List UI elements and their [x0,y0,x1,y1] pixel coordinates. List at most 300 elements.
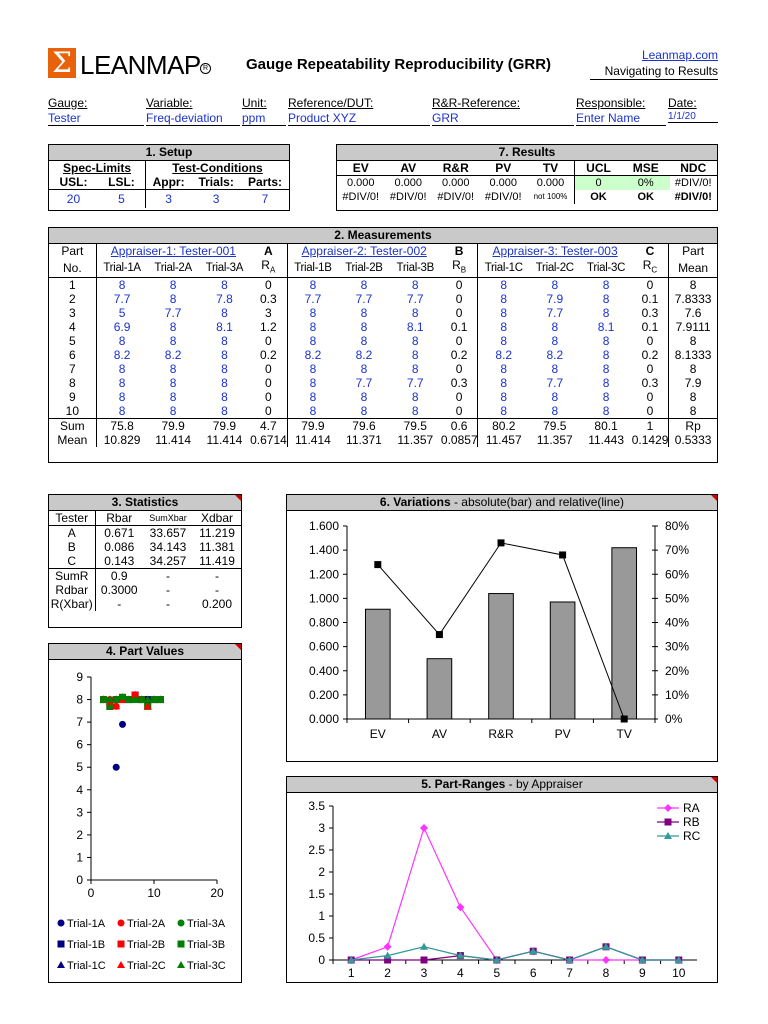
y-tick-label: 4 [76,782,83,797]
measurement-cell[interactable]: 8 [287,404,338,419]
measurement-value: 0 [646,362,654,377]
trial-head: Trial-3C [587,261,626,274]
legend-label: Trial-2B [127,939,166,951]
setup-panel [48,144,290,211]
sum-cell: Sum [60,419,85,434]
measurement-value: 0 [264,404,272,419]
legend-marker [118,941,125,948]
measurement-value: 0 [455,306,463,321]
measurement-cell[interactable]: 8 [287,306,338,320]
stats-extra: - [117,597,122,611]
measurement-value: 0 [455,292,463,307]
measurement-cell[interactable]: 8 [169,320,177,335]
sum-cell: 79.6 [352,419,376,434]
trial-head: Trial-1B [287,258,338,278]
series-point [602,956,610,964]
measurement-cell[interactable]: 8 [221,376,228,391]
bar [550,602,575,719]
stats-value: 11.381 [199,540,235,554]
measurement-cell[interactable]: 8 [360,334,368,349]
sum-cell: 1 [646,419,654,434]
measurement-cell[interactable]: 8 [602,390,610,405]
y2-tick-label: 20% [665,663,690,678]
variations-title-main: 6. Variations [379,495,451,509]
part-values-chart [49,661,241,983]
measurement-value: 0 [646,278,654,293]
setup-value[interactable]: 3 [212,191,220,206]
measurement-cell[interactable]: 8 [478,278,529,293]
y-tick-label: 3 [318,821,325,835]
y-tick-label: 0.800 [308,615,339,630]
leanmap-link[interactable]: Leanmap.com [641,48,718,62]
measurement-cell[interactable]: 8 [96,334,147,348]
spec-limits-label: Spec-Limits [49,161,145,175]
measurement-value: 0.3 [641,306,659,321]
measurement-value: 8 [669,362,717,376]
measurement-cell[interactable]: 8 [602,404,610,419]
measurement-cell[interactable]: 8 [221,404,228,419]
part-no-head: No. [63,260,82,275]
measurement-cell[interactable]: 8 [602,334,610,349]
sum-cell: 79.5 [403,419,427,434]
measurement-cell[interactable]: 8 [169,362,177,377]
measurement-value: 0.2 [450,348,468,363]
x-tick-label: 4 [457,966,464,980]
results-head: PV [495,161,512,175]
series-point [420,824,428,832]
measurement-cell[interactable]: 8 [360,306,368,321]
range-sub-r: R [452,258,461,272]
legend-marker [117,961,125,968]
measurement-cell[interactable]: 8 [551,404,559,419]
measurement-cell[interactable]: 7.7 [546,376,564,391]
info-label: Reference/DUT: [288,96,374,110]
measurement-cell[interactable]: 8.2 [287,348,338,362]
x-tick-label: 0 [87,886,95,900]
stats-extra: Rdbar [49,583,95,597]
y2-tick-label: 10% [665,687,690,702]
measurement-value: 0 [646,404,654,419]
measurement-cell[interactable]: 8 [602,292,610,307]
legend-marker [665,819,672,826]
sum-cell: 80.2 [478,419,529,434]
measurement-value: 0 [264,390,272,405]
results-table [337,161,717,204]
measurement-cell[interactable]: 8 [96,362,147,376]
measurement-cell[interactable]: 8 [96,376,147,390]
measurement-cell[interactable]: 8 [478,292,529,306]
measurement-cell[interactable]: 5 [96,306,147,320]
results-head: R&R [442,161,469,175]
trial-head: Trial-2C [535,261,574,274]
measurement-cell[interactable]: 8 [602,362,610,377]
comment-marker-icon [235,495,241,501]
info-value[interactable]: GRR [432,111,574,126]
measurement-value: 7.9111 [669,320,717,334]
part-ranges-chart [287,794,717,984]
legend-label: Trial-3B [187,939,226,951]
comment-marker-icon [711,495,717,501]
measurement-value: 0.3 [450,376,468,391]
setup-table [49,161,289,208]
measurement-cell[interactable]: 7.7 [406,292,424,307]
stats-value: B [49,540,95,554]
results-value: #DIV/0! [437,191,475,203]
y-tick-label: 3.5 [308,799,325,813]
x-tick-label: 9 [639,966,646,980]
info-label: Date: [668,96,697,110]
stats-extra: - [215,583,219,597]
y-tick-label: 0.200 [308,687,339,702]
x-tick-label: TV [616,727,632,741]
measurement-cell[interactable]: 8 [287,362,338,376]
measurement-value: 0 [455,334,463,349]
results-value: #DIV/0! [389,191,427,203]
bar [365,609,390,719]
measurement-cell[interactable]: 7.7 [355,292,373,307]
legend-label: RA [683,801,700,815]
range-sub-r: R [261,258,270,272]
measurement-cell[interactable]: 8 [287,278,338,293]
stats-extra: 0.3000 [100,583,138,597]
measurement-value: 0 [646,390,654,405]
measurement-cell[interactable]: 8 [287,376,338,390]
line-point [374,561,381,568]
measurement-cell[interactable]: 8 [411,278,419,293]
line-point [498,539,505,546]
mean-cell: 11.414 [287,433,338,447]
trial-head: Trial-3A [205,261,244,274]
measurement-cell[interactable]: 7.7 [406,376,424,391]
series-point [420,943,428,950]
results-head: EV [352,161,369,175]
x-tick-label: 6 [529,966,537,980]
measurement-cell[interactable]: 8 [602,348,610,363]
measurement-cell[interactable]: 7.9 [546,292,564,307]
info-value[interactable]: Tester [48,111,144,126]
measurement-value: 0.1 [641,320,659,335]
y-tick-label: 0.5 [308,931,325,945]
comment-marker-icon [711,777,717,783]
measurement-value: 8.1333 [669,348,717,362]
measurement-cell[interactable]: 8.2 [478,348,529,362]
measurement-cell[interactable]: 8 [478,334,529,348]
stats-value: 11.419 [199,554,235,568]
setup-value[interactable]: 7 [261,191,269,206]
stats-value: 0.671 [104,526,135,540]
part-ranges-title-main: 5. Part-Ranges [421,777,506,791]
info-value[interactable]: Freq-deviation [146,111,240,126]
x-tick-label: R&R [488,727,514,741]
part-values-panel [48,643,242,983]
y2-tick-label: 60% [665,567,690,582]
range-sub-r: R [642,258,652,272]
series-point [384,943,392,951]
variations-panel [286,494,718,762]
setup-value[interactable]: 3 [165,191,172,206]
measurement-cell[interactable]: 8 [169,376,177,391]
measurement-cell[interactable]: 8.2 [96,348,147,362]
stats-value: 0.086 [104,540,135,554]
setup-head: Parts: [248,175,283,189]
measurement-cell[interactable]: 8 [478,404,529,419]
sum-cell: 79.9 [287,419,338,434]
trial-head: Trial-2A [154,261,192,274]
measurement-cell[interactable]: 7.7 [96,292,147,306]
info-value[interactable]: Product XYZ [288,111,430,126]
part-ranges-title [287,777,717,793]
setup-head: Appr: [152,175,185,189]
legend-label: Trial-3A [187,918,226,930]
sum-cell: 0.6 [450,419,468,434]
logo-registered: R [200,63,211,74]
info-value[interactable]: Enter Name [576,111,666,126]
measurement-cell[interactable]: 7.7 [287,292,338,306]
mean-cell: 11.414 [155,433,192,448]
appraiser-3-link[interactable]: Appraiser-3: Tester-003 [478,244,632,258]
measurement-cell[interactable]: 7.7 [546,306,564,321]
results-value: 0.000 [441,177,470,189]
measurement-cell[interactable]: 8.2 [546,348,564,363]
test-conditions-label: Test-Conditions [172,161,263,175]
legend-label: RB [683,815,700,829]
stats-value: C [49,554,95,569]
y2-tick-label: 80% [665,519,690,533]
measurement-cell[interactable]: 8 [96,390,147,404]
measurement-cell[interactable]: 6.9 [96,320,147,334]
measurement-cell[interactable]: 8 [551,278,559,293]
measurement-value: 0 [646,334,654,349]
measurement-cell[interactable]: 8 [478,390,529,404]
part-ranges-title-sub: - by Appraiser [508,777,583,791]
measurement-cell[interactable]: 8 [602,278,610,293]
stats-head: SumXbar [149,513,187,523]
results-value: 0 [575,176,623,191]
legend-label: Trial-1B [67,939,106,951]
y-tick-label: 1.5 [308,887,325,901]
comment-marker-icon [235,644,241,650]
info-label: Gauge: [48,96,88,110]
sum-cell: 79.9 [212,419,237,434]
legend-label: Trial-2C [127,960,166,972]
measurement-cell[interactable]: 8 [169,278,177,293]
x-tick-label: 5 [493,966,501,980]
data-point [119,721,126,728]
mean-cell: 11.357 [536,433,573,448]
measurements-title: 2. Measurements [49,228,717,244]
results-value: OK [637,191,654,203]
measurement-cell[interactable]: 8 [411,362,419,377]
measurement-cell[interactable]: 8.1 [216,320,233,335]
y-tick-label: 2 [318,865,325,879]
stats-value: 34.257 [149,554,187,568]
measurement-cell[interactable]: 8 [221,334,228,349]
measurement-cell[interactable]: 8 [360,320,368,335]
measurement-value: 8 [669,278,717,293]
range-sub-head [632,258,669,278]
measurement-cell[interactable]: 8 [221,348,228,363]
measurement-cell[interactable]: 8 [411,404,419,419]
measurement-cell[interactable]: 8.2 [355,348,373,363]
part-values-title: 4. Part Values [49,644,241,660]
measurement-cell[interactable]: 8 [287,390,338,404]
measurement-cell[interactable]: 8 [221,390,228,405]
measurement-cell[interactable]: 8 [551,362,559,377]
y-tick-label: 7 [76,715,83,730]
results-value: #DIV/0! [342,191,380,203]
range-sub-letter: C [651,265,658,275]
setup-value[interactable]: 5 [98,190,146,208]
appraiser-2-link[interactable]: Appraiser-2: Tester-002 [287,244,441,258]
measurement-cell[interactable]: 8 [169,334,177,349]
measurement-cell[interactable]: 8 [551,390,559,405]
range-sub-head [441,258,478,278]
measurement-cell[interactable]: 8 [169,404,177,419]
measurement-value: 0 [455,404,463,419]
measurement-cell[interactable]: 7.7 [355,376,373,391]
y-tick-label: 8 [76,692,83,707]
range-sub-letter: A [269,265,276,275]
measurement-value: 3 [69,306,76,321]
bar [489,594,514,719]
results-value: 0.000 [346,177,375,189]
y-tick-label: 0.600 [308,639,339,654]
measurement-value: 9 [69,390,76,405]
statistics-table [49,511,241,611]
range-sub-head [250,258,287,278]
trial-head: Trial-1A [96,258,147,278]
measurement-cell[interactable]: 7.8 [216,292,233,307]
y2-tick-label: 0% [665,712,683,726]
results-value: 0% [622,176,670,191]
measurement-cell[interactable]: 8 [411,334,419,349]
measurement-cell[interactable]: 8 [411,306,419,321]
page-title: Gauge Repeatability Reproducibility (GRR) [246,56,552,73]
legend-marker [177,961,185,968]
range-head: C [645,244,655,258]
measurement-value: 1 [69,278,76,293]
line-point [621,716,628,723]
measurement-cell[interactable]: 8 [287,320,338,334]
info-label: Variable: [146,96,193,110]
variations-chart [287,512,717,762]
measurement-cell[interactable]: 8.2 [164,348,182,363]
measurement-cell[interactable]: 8 [221,362,228,377]
measurement-cell[interactable]: 8 [360,278,368,293]
bar [612,548,637,719]
results-head: TV [542,161,559,175]
measurement-cell[interactable]: 8 [478,306,529,320]
measurement-cell[interactable]: 8 [221,278,228,293]
appraiser-1-link[interactable]: Appraiser-1: Tester-001 [96,244,250,258]
measurement-value: 0 [264,334,272,349]
measurement-cell[interactable]: 8 [169,292,177,307]
y2-tick-label: 30% [665,639,690,654]
y-tick-label: 0 [318,953,325,967]
measurement-cell[interactable]: 8 [411,348,419,363]
series-line [351,828,679,960]
measurement-cell[interactable]: 8 [602,306,610,321]
x-tick-label: 10 [147,886,161,900]
y-tick-label: 0 [76,873,83,887]
x-tick-label: 20 [210,886,224,900]
logo [48,46,213,80]
measurement-cell[interactable]: 8 [478,320,529,334]
y-tick-label: 2 [76,827,83,842]
stats-value: A [49,526,95,541]
results-head: UCL [575,161,623,176]
measurement-cell[interactable]: 8 [96,404,147,419]
mean-cell: 11.457 [478,433,529,447]
measurement-value: 0 [455,362,463,377]
measurement-cell[interactable]: 8 [169,390,177,405]
legend-marker [664,804,672,812]
logo-name: LEANMAP [80,50,201,80]
y-tick-label: 9 [76,670,83,684]
measurement-cell[interactable]: 8 [96,278,147,293]
results-title: 7. Results [337,145,717,161]
x-tick-label: EV [369,727,386,741]
y-tick-label: 3 [76,805,83,820]
x-tick-label: 7 [566,966,573,980]
part-head: Part [61,244,84,258]
nav-subtitle[interactable]: Navigating to Results [590,64,718,80]
measurement-value: 0.1 [450,320,468,335]
measurement-cell[interactable]: 8 [221,306,228,321]
measurement-value: 8 [669,334,717,348]
setup-head: USL: [59,175,88,189]
measurement-cell[interactable]: 8 [360,404,368,419]
measurement-cell[interactable]: 8.1 [406,320,424,335]
info-value[interactable]: 1/1/20 [668,111,718,123]
y2-tick-label: 70% [665,543,690,558]
mean-cell: 0.5333 [669,433,717,447]
trial-head: Trial-3B [396,261,434,274]
range-head: A [263,244,273,258]
measurement-value: 3 [264,306,272,321]
legend-label: Trial-3C [187,960,226,972]
measurement-cell[interactable]: 8 [411,390,419,405]
measurement-cell[interactable]: 8 [551,320,559,335]
y-tick-label: 1 [76,850,83,865]
measurement-value: 8 [669,390,717,404]
measurement-value: 1.2 [259,320,277,335]
measurement-value: 0.2 [259,348,277,363]
measurement-cell[interactable]: 8 [478,376,529,390]
legend-label: RC [683,829,701,843]
mean-cell: 11.443 [588,433,624,448]
measurement-cell[interactable]: 8 [478,362,529,376]
measurement-cell[interactable]: 8.1 [597,320,615,335]
setup-head: LSL: [98,175,146,190]
setup-value[interactable]: 20 [66,191,81,206]
legend-marker [178,941,185,948]
measurement-value: 0.2 [641,348,659,363]
measurement-cell[interactable]: 7.7 [164,306,182,321]
measurement-cell[interactable]: 8 [551,334,559,349]
measurement-cell[interactable]: 8 [360,362,368,377]
bar [427,659,452,719]
results-value: OK [575,190,623,204]
x-tick-label: 8 [602,966,610,980]
legend-marker [178,920,185,927]
measurement-value: 7.8333 [669,292,717,306]
info-value[interactable]: ppm [242,111,286,126]
measurement-cell[interactable]: 8 [360,390,368,405]
measurement-value: 8 [69,376,76,391]
measurement-cell[interactable]: 8 [602,376,610,391]
measurement-cell[interactable]: 8 [287,334,338,348]
